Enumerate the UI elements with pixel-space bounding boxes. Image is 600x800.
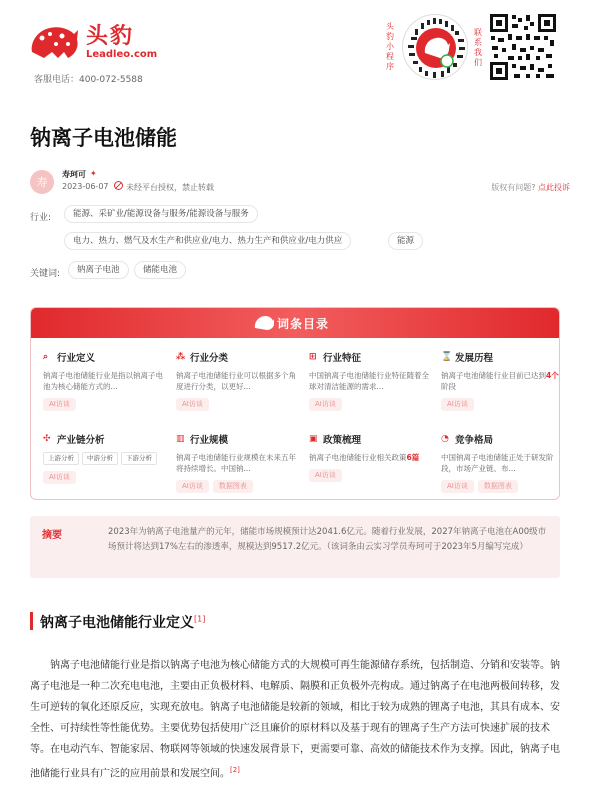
catalog-item-desc: 钠离子电池储能行业相关政策6篇 xyxy=(309,453,420,462)
ai-interview-button[interactable]: AI访谈 xyxy=(309,398,342,411)
history-icon: ⌛ xyxy=(441,352,453,362)
catalog-item-policy[interactable] xyxy=(309,432,429,482)
data-chart-button[interactable]: 数据图表 xyxy=(478,480,518,493)
scale-icon: ▥ xyxy=(176,434,185,444)
catalog-item-definition[interactable] xyxy=(43,350,163,411)
summary-label: 摘要 xyxy=(42,530,62,541)
keyword-tag[interactable]: 钠离子电池 xyxy=(68,261,129,279)
no-repost-notice: 未经平台授权，禁止转载 xyxy=(126,183,214,192)
summary-text: 2023年为钠离子电池量产的元年，储能市场规模预计达2041.6亿元。随着行业发展，2027年钠离子电池在A00级市场预计将达到17%左右的渗透率，规模达到9517.2亿元。（该词条由云实习学员寿珂可于2023年5月编写完成） xyxy=(108,527,547,552)
catalog-header xyxy=(31,308,559,338)
catalog-item-title: 行业规模 xyxy=(190,435,229,446)
catalog-item-chain[interactable] xyxy=(43,432,163,484)
mini-program-label: 头豹小程序 xyxy=(386,22,394,71)
catalog-item-desc: 中国钠离子电池储能行业特征随着全球对清洁能源的需求... xyxy=(309,371,429,391)
catalog-item-desc: 钠离子电池储能行业目前已达到4个阶段 xyxy=(441,371,559,391)
ai-interview-button[interactable]: AI访谈 xyxy=(43,471,76,484)
ai-interview-button[interactable]: AI访谈 xyxy=(43,398,76,411)
contact-qr-code[interactable] xyxy=(488,12,558,82)
mini-program-code-icon xyxy=(403,15,468,80)
reference-link[interactable]: [1] xyxy=(194,614,206,624)
catalog-item-title: 产业链分析 xyxy=(57,435,105,446)
author-row xyxy=(30,168,570,198)
catalog-title: 词条目录 xyxy=(277,317,330,331)
downstream-tag[interactable]: 下游分析 xyxy=(121,452,157,465)
leopard-icon xyxy=(253,313,275,333)
contact-us-label: 联系我们 xyxy=(474,28,482,67)
catalog-item-desc: 钠离子电池储能行业规模在未来五年将持续增长。中国钠... xyxy=(176,453,296,473)
keyword-tag[interactable]: 储能电池 xyxy=(134,261,186,279)
publish-date: 2023-06-07 xyxy=(62,182,109,191)
upstream-tag[interactable]: 上游分析 xyxy=(43,452,79,465)
author-badge-icon: ✦ xyxy=(90,169,97,178)
leopard-logo-icon xyxy=(28,22,80,64)
catalog-item-title: 发展历程 xyxy=(455,353,494,364)
industry-tag[interactable]: 电力、热力、燃气及水生产和供应业/电力、热力生产和供应业/电力供应 xyxy=(64,232,351,250)
section-title: 钠离子电池储能行业定义[1] xyxy=(40,614,206,631)
summary-box xyxy=(30,516,560,578)
report-prefix: 版权有问题? xyxy=(491,183,536,192)
keywords-label: 关键词: xyxy=(30,269,61,279)
catalog-item-title: 行业定义 xyxy=(57,353,96,364)
leadleo-logo[interactable] xyxy=(28,20,158,66)
industry-label: 行业: xyxy=(30,213,52,223)
policy-icon: ▣ xyxy=(309,434,318,444)
author-name[interactable]: 寿珂可 xyxy=(62,170,86,179)
definition-icon: ⌕ xyxy=(43,352,49,362)
section-accent-bar xyxy=(30,612,33,630)
avatar[interactable]: 寿 xyxy=(30,170,54,194)
logo-text-cn: 头豹 xyxy=(86,24,135,49)
copyright-report xyxy=(491,182,570,193)
industry-tag[interactable]: 能源、采矿业/能源设备与服务/能源设备与服务 xyxy=(64,205,258,223)
catalog-item-scale[interactable] xyxy=(176,432,296,493)
report-link[interactable]: 点此投诉 xyxy=(538,183,570,192)
catalog-item-title: 行业特征 xyxy=(323,353,362,364)
catalog-item-competition[interactable] xyxy=(441,432,560,493)
service-phone: 客服电话：400-072-5588 xyxy=(34,75,143,85)
catalog-item-title: 行业分类 xyxy=(190,353,229,364)
features-icon: ⊞ xyxy=(309,352,317,362)
ai-interview-button[interactable]: AI访谈 xyxy=(441,398,474,411)
section-body: 钠离子电池储能行业是指以钠离子电池为核心储能方式的大规模可再生能源储存系统，包括制造、分销和安装等。钠离子电池是一种二次充电电池，主要由正负极材料、电解质、隔膜和正负极外壳构成。通过钠离子在电池两极间转移，发生可逆转的氧化还原反应，实现充放电。钠离子电池储能是较新的领域，相比于较为成熟的锂离子电池，其具有成本、安全性、可持续性等性能优势。主要优势包括使用广泛且廉价的原材料以及基于现有的锂离子生产方法可快速扩展的技术等。在电动汽车、智能家居、物联网等领域的快速发展背景下，更需要可靠、高效的储能技术作为支撑。因此，钠离子电池储能行业具有广泛的应用前景和发展空间。[2] xyxy=(30,660,560,780)
page-title: 钠离子电池储能 xyxy=(30,126,177,150)
ai-interview-button[interactable]: AI访谈 xyxy=(441,480,474,493)
catalog-item-title: 政策梳理 xyxy=(323,435,362,446)
catalog-item-classification[interactable] xyxy=(176,350,296,411)
no-repost-icon xyxy=(114,181,123,190)
catalog-item-features[interactable] xyxy=(309,350,429,411)
chain-icon: ✣ xyxy=(43,434,51,444)
catalog-item-history[interactable] xyxy=(441,350,560,411)
ai-interview-button[interactable]: AI访谈 xyxy=(309,469,342,482)
industry-tag[interactable]: 能源 xyxy=(388,232,423,250)
reference-link[interactable]: [2] xyxy=(230,766,240,774)
ai-interview-button[interactable]: AI访谈 xyxy=(176,480,209,493)
catalog-item-desc: 中国钠离子电池储能正处于研发阶段，市场产业链、布... xyxy=(441,453,554,473)
qr-code-icon xyxy=(488,12,558,82)
competition-icon: ◔ xyxy=(441,434,449,444)
logo-text-en: Leadleo.com xyxy=(86,49,158,60)
data-chart-button[interactable]: 数据图表 xyxy=(213,480,253,493)
catalog-item-desc: 钠离子电池储能行业是指以钠离子电池为核心储能方式的... xyxy=(43,371,163,391)
catalog-item-desc: 钠离子电池储能行业可以根据多个角度进行分类，以更好... xyxy=(176,371,296,391)
midstream-tag[interactable]: 中游分析 xyxy=(82,452,118,465)
ai-interview-button[interactable]: AI访谈 xyxy=(176,398,209,411)
classification-icon: ⁂ xyxy=(176,352,186,362)
catalog-panel xyxy=(30,307,560,500)
catalog-item-title: 竞争格局 xyxy=(455,435,494,446)
mini-program-code[interactable] xyxy=(402,14,468,80)
